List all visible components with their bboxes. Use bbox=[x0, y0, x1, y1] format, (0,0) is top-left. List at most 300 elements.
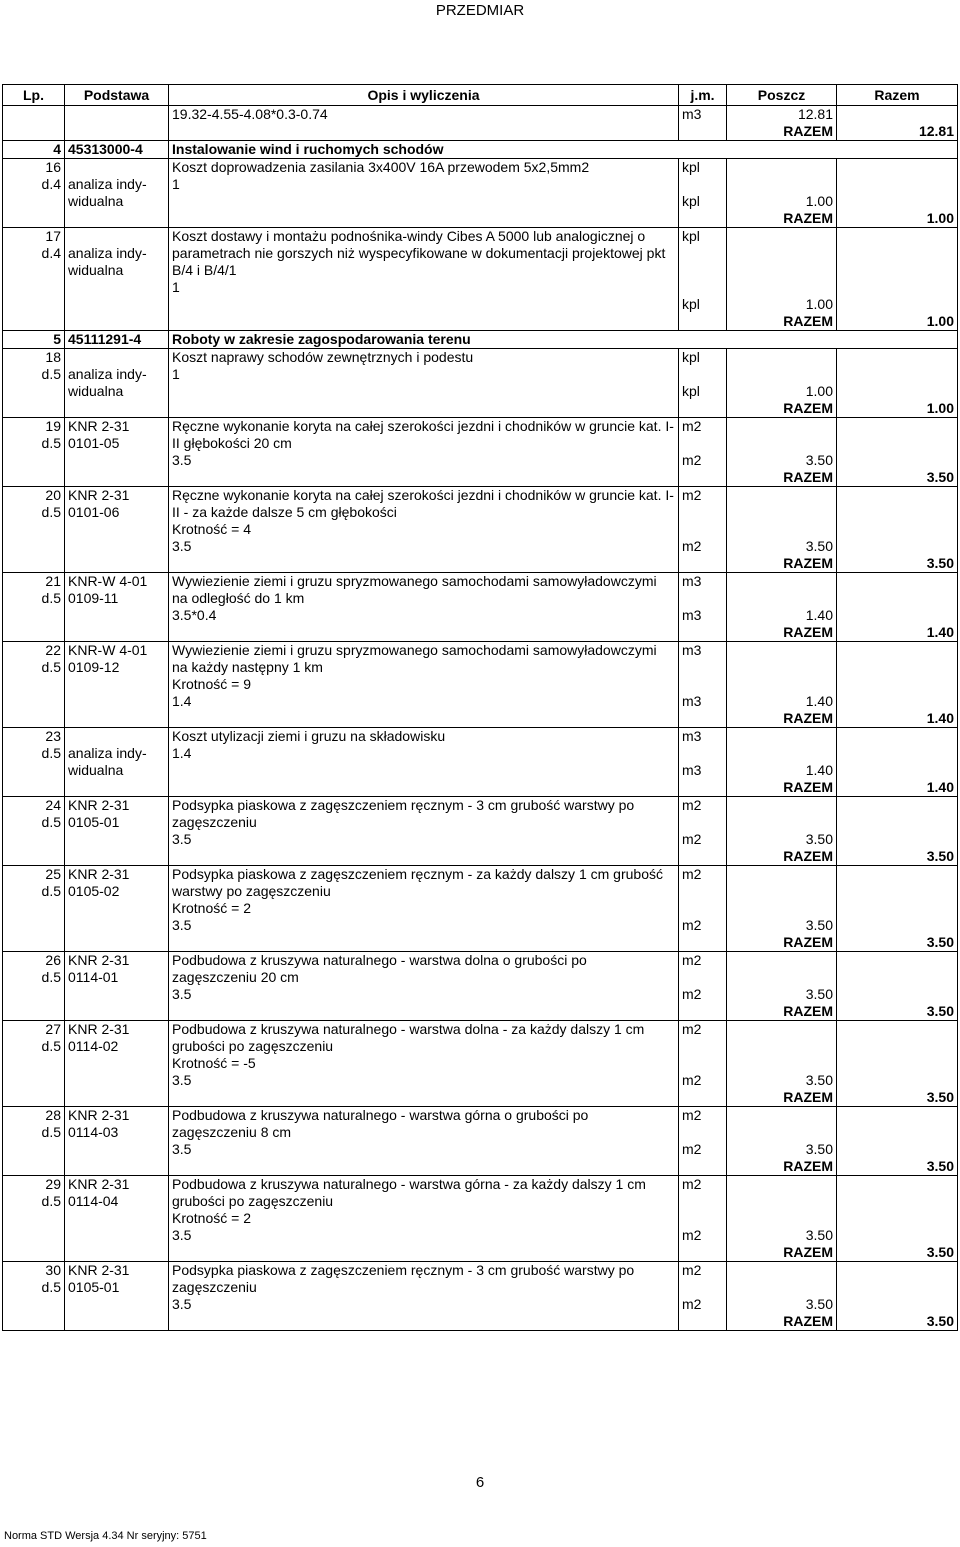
calc-unit: kpl bbox=[682, 193, 700, 209]
basis-line: KNR 2-31 bbox=[68, 1021, 130, 1037]
item-basis bbox=[65, 1021, 169, 1107]
calc-expression: 1 bbox=[172, 279, 180, 295]
spacer bbox=[169, 1313, 679, 1331]
basis-line: 0105-01 bbox=[68, 814, 120, 830]
item-row bbox=[3, 573, 958, 625]
col-lp: Lp. bbox=[3, 85, 65, 106]
calc-unit: m2 bbox=[682, 986, 702, 1002]
item-row bbox=[3, 487, 958, 556]
spacer bbox=[679, 1313, 727, 1331]
calc-unit: m2 bbox=[682, 1296, 702, 1312]
calc-unit: m3 bbox=[682, 693, 702, 709]
spacer bbox=[169, 779, 679, 797]
section-row bbox=[3, 141, 958, 159]
item-description bbox=[169, 418, 679, 470]
col-opis: Opis i wyliczenia bbox=[169, 85, 679, 106]
item-number: 16 bbox=[45, 159, 61, 175]
spacer bbox=[169, 555, 679, 573]
item-basis bbox=[65, 349, 169, 418]
item-poszcz bbox=[727, 866, 837, 935]
unit-text: m3 bbox=[682, 728, 702, 744]
unit-text: m2 bbox=[682, 1021, 702, 1037]
basis-line: KNR 2-31 bbox=[68, 487, 130, 503]
item-basis bbox=[65, 1262, 169, 1331]
calc-expression: 3.5 bbox=[172, 1296, 192, 1312]
item-number: 26 bbox=[45, 952, 61, 968]
section-code: 45111291-4 bbox=[65, 331, 169, 349]
spacer bbox=[679, 1244, 727, 1262]
calc-unit: m3 bbox=[682, 607, 702, 623]
spacer bbox=[679, 779, 727, 797]
item-poszcz bbox=[727, 349, 837, 401]
item-sheet-ref: d.5 bbox=[41, 366, 61, 382]
item-poszcz bbox=[727, 159, 837, 211]
calc-unit: m2 bbox=[682, 1072, 702, 1088]
spacer bbox=[169, 934, 679, 952]
description-text: Podbudowa z kruszywa naturalnego - warstwa dolna o grubości po zagęszczeniu 20 cm bbox=[172, 952, 587, 985]
basis-line: analiza indy- bbox=[68, 366, 147, 382]
item-description bbox=[169, 642, 679, 711]
item-poszcz bbox=[727, 642, 837, 711]
calc-unit: m2 bbox=[682, 1141, 702, 1157]
description-text: Wywiezienie ziemi i gruzu spryzmowanego samochodami samowyładowczymi na odległość do 1 km bbox=[172, 573, 657, 606]
item-description bbox=[169, 349, 679, 401]
item-sheet-ref: d.5 bbox=[41, 504, 61, 520]
item-lp bbox=[3, 573, 65, 642]
calc-expression: 3.5 bbox=[172, 831, 192, 847]
page-title: PRZEDMIAR bbox=[435, 2, 525, 19]
unit-text: m2 bbox=[682, 952, 702, 968]
basis-line: KNR-W 4-01 bbox=[68, 642, 148, 658]
razem-value: 3.50 bbox=[926, 1158, 954, 1174]
description-text: Ręczne wykonanie koryta na całej szerokości jezdni i chodników w gruncie kat. I-II głębokości 20 cm bbox=[172, 418, 674, 451]
calc-value: 1.40 bbox=[805, 693, 833, 709]
item-basis bbox=[65, 487, 169, 573]
item-unit bbox=[679, 349, 727, 401]
lead-calc: 19.32-4.55-4.08*0.3-0.74 bbox=[169, 106, 679, 124]
item-razem-empty bbox=[837, 866, 958, 935]
razem-label: RAZEM bbox=[727, 1244, 837, 1262]
spacer bbox=[169, 624, 679, 642]
calc-value: 1.40 bbox=[805, 762, 833, 778]
item-sheet-ref: d.5 bbox=[41, 1038, 61, 1054]
item-basis bbox=[65, 228, 169, 331]
item-description bbox=[169, 228, 679, 314]
item-lp bbox=[3, 418, 65, 487]
razem-label: RAZEM bbox=[727, 934, 837, 952]
item-sheet-ref: d.5 bbox=[41, 745, 61, 761]
item-unit bbox=[679, 642, 727, 711]
item-razem-empty bbox=[837, 418, 958, 470]
item-basis bbox=[65, 642, 169, 728]
unit-text: m2 bbox=[682, 1262, 702, 1278]
item-row bbox=[3, 797, 958, 849]
spacer bbox=[679, 313, 727, 331]
item-basis bbox=[65, 159, 169, 228]
item-razem-empty bbox=[837, 642, 958, 711]
item-description bbox=[169, 1176, 679, 1245]
razem-value: 3.50 bbox=[926, 1003, 954, 1019]
item-description bbox=[169, 487, 679, 556]
item-unit bbox=[679, 1262, 727, 1314]
item-poszcz bbox=[727, 573, 837, 625]
calc-unit: kpl bbox=[682, 296, 700, 312]
item-description bbox=[169, 1107, 679, 1159]
spacer bbox=[679, 469, 727, 487]
calc-expression: 1.4 bbox=[172, 693, 192, 709]
basis-line: 0114-03 bbox=[68, 1124, 119, 1140]
razem-label: RAZEM bbox=[727, 624, 837, 642]
razem-value: 3.50 bbox=[926, 469, 954, 485]
item-row bbox=[3, 1176, 958, 1245]
razem-value: 1.40 bbox=[926, 779, 954, 795]
razem-label: RAZEM bbox=[727, 400, 837, 418]
basis-line: 0101-05 bbox=[68, 435, 120, 451]
calc-value: 3.50 bbox=[805, 1072, 833, 1088]
item-lp bbox=[3, 487, 65, 573]
item-razem-empty bbox=[837, 487, 958, 556]
item-sheet-ref: d.5 bbox=[41, 659, 61, 675]
item-row bbox=[3, 1262, 958, 1314]
item-unit bbox=[679, 228, 727, 314]
item-lp bbox=[3, 1176, 65, 1262]
section-code: 45313000-4 bbox=[65, 141, 169, 159]
item-number: 20 bbox=[45, 487, 61, 503]
item-basis bbox=[65, 797, 169, 866]
item-sheet-ref: d.4 bbox=[41, 176, 61, 192]
item-lp bbox=[3, 228, 65, 331]
razem-value: 1.00 bbox=[926, 313, 954, 329]
item-basis bbox=[65, 573, 169, 642]
spacer bbox=[169, 400, 679, 418]
item-lp bbox=[3, 797, 65, 866]
item-number: 24 bbox=[45, 797, 61, 813]
lead-calc-row bbox=[3, 106, 958, 124]
spacer bbox=[169, 848, 679, 866]
razem-value: 3.50 bbox=[926, 1244, 954, 1260]
item-poszcz bbox=[727, 952, 837, 1004]
razem-label: RAZEM bbox=[727, 469, 837, 487]
calc-unit: m3 bbox=[682, 762, 702, 778]
unit-text: m2 bbox=[682, 797, 702, 813]
calc-unit: m2 bbox=[682, 1227, 702, 1243]
calc-expression: 3.5 bbox=[172, 538, 192, 554]
section-title: Roboty w zakresie zagospodarowania terenu bbox=[169, 331, 958, 349]
item-razem-empty bbox=[837, 228, 958, 314]
section-row bbox=[3, 331, 958, 349]
spacer bbox=[679, 934, 727, 952]
calc-value: 3.50 bbox=[805, 1227, 833, 1243]
multiplier-text: Krotność = -5 bbox=[172, 1055, 256, 1071]
basis-line: widualna bbox=[68, 762, 124, 778]
calc-unit: m2 bbox=[682, 538, 702, 554]
multiplier-text: Krotność = 2 bbox=[172, 900, 251, 916]
item-poszcz bbox=[727, 228, 837, 314]
item-description bbox=[169, 728, 679, 780]
description-text: Koszt dostawy i montażu podnośnika-windy Cibes A 5000 lub analogicznej o parametrach nie gorszych niż wyspecyfikowane w dokumentacji projektowej pkt B/4 i B/4/1 bbox=[172, 228, 666, 278]
col-razem: Razem bbox=[837, 85, 958, 106]
item-unit bbox=[679, 866, 727, 935]
item-unit bbox=[679, 1176, 727, 1245]
item-description bbox=[169, 1021, 679, 1090]
spacer bbox=[169, 1089, 679, 1107]
item-basis bbox=[65, 418, 169, 487]
spacer bbox=[169, 710, 679, 728]
basis-line: 0114-01 bbox=[68, 969, 119, 985]
razem-value: 12.81 bbox=[918, 123, 954, 139]
item-unit bbox=[679, 952, 727, 1004]
unit-text: m2 bbox=[682, 1107, 702, 1123]
basis-line: analiza indy- bbox=[68, 745, 147, 761]
basis-line: widualna bbox=[68, 383, 124, 399]
item-description bbox=[169, 1262, 679, 1314]
razem-value: 1.40 bbox=[926, 624, 954, 640]
description-text: Podbudowa z kruszywa naturalnego - warstwa dolna - za każdy dalszy 1 cm grubości po zagęszczeniu bbox=[172, 1021, 645, 1054]
item-basis bbox=[65, 1107, 169, 1176]
description-text: Koszt naprawy schodów zewnętrznych i podestu bbox=[172, 349, 474, 365]
item-unit bbox=[679, 728, 727, 780]
description-text: Podsypka piaskowa z zagęszczeniem ręcznym - 3 cm grubość warstwy po zagęszczeniu bbox=[172, 797, 635, 830]
lead-razem-row bbox=[3, 123, 958, 141]
razem-value: 3.50 bbox=[926, 1313, 954, 1329]
item-row bbox=[3, 228, 958, 314]
item-lp bbox=[3, 1262, 65, 1331]
spacer bbox=[679, 210, 727, 228]
item-poszcz bbox=[727, 797, 837, 849]
item-row bbox=[3, 866, 958, 935]
razem-value: 1.00 bbox=[926, 210, 954, 226]
item-row bbox=[3, 349, 958, 401]
item-basis bbox=[65, 1176, 169, 1262]
basis-line: widualna bbox=[68, 193, 124, 209]
item-lp bbox=[3, 866, 65, 952]
description-text: Ręczne wykonanie koryta na całej szerokości jezdni i chodników w gruncie kat. I-II - za każde dalsze 5 cm głębokości bbox=[172, 487, 674, 520]
spacer bbox=[169, 210, 679, 228]
spacer bbox=[169, 1244, 679, 1262]
basis-line: widualna bbox=[68, 262, 124, 278]
item-number: 17 bbox=[45, 228, 61, 244]
item-number: 22 bbox=[45, 642, 61, 658]
item-sheet-ref: d.5 bbox=[41, 1193, 61, 1209]
unit-text: kpl bbox=[682, 228, 700, 244]
item-row bbox=[3, 642, 958, 711]
calc-expression: 3.5 bbox=[172, 1227, 192, 1243]
unit-text: kpl bbox=[682, 159, 700, 175]
section-title: Instalowanie wind i ruchomych schodów bbox=[169, 141, 958, 159]
basis-line: KNR 2-31 bbox=[68, 1176, 130, 1192]
calc-expression: 3.5 bbox=[172, 1072, 192, 1088]
spacer bbox=[679, 400, 727, 418]
basis-line: KNR-W 4-01 bbox=[68, 573, 148, 589]
basis-line: 0105-01 bbox=[68, 1279, 120, 1295]
description-text: Podsypka piaskowa z zagęszczeniem ręcznym - za każdy dalszy 1 cm grubość warstwy po zagęszczeniu bbox=[172, 866, 663, 899]
basis-line: analiza indy- bbox=[68, 176, 147, 192]
item-description bbox=[169, 866, 679, 935]
table-body bbox=[3, 106, 958, 1331]
description-text: Wywiezienie ziemi i gruzu spryzmowanego samochodami samowyładowczymi na każdy następny 1 km bbox=[172, 642, 657, 675]
calc-expression: 1.4 bbox=[172, 745, 192, 761]
spacer bbox=[679, 1089, 727, 1107]
item-poszcz bbox=[727, 487, 837, 556]
calc-expression: 1 bbox=[172, 366, 180, 382]
lead-unit: m3 bbox=[679, 106, 727, 124]
basis-line: 0101-06 bbox=[68, 504, 120, 520]
lead-value: 12.81 bbox=[727, 106, 837, 124]
item-number: 23 bbox=[45, 728, 61, 744]
item-poszcz bbox=[727, 1262, 837, 1314]
razem-label: RAZEM bbox=[727, 123, 837, 141]
item-unit bbox=[679, 573, 727, 625]
item-poszcz bbox=[727, 1176, 837, 1245]
item-lp bbox=[3, 728, 65, 797]
multiplier-text: Krotność = 9 bbox=[172, 676, 251, 692]
item-lp bbox=[3, 642, 65, 728]
calc-unit: kpl bbox=[682, 383, 700, 399]
unit-text: m2 bbox=[682, 1176, 702, 1192]
spacer bbox=[169, 313, 679, 331]
basis-line: KNR 2-31 bbox=[68, 952, 130, 968]
razem-label: RAZEM bbox=[727, 848, 837, 866]
razem-label: RAZEM bbox=[727, 210, 837, 228]
unit-text: m3 bbox=[682, 642, 702, 658]
calc-unit: m2 bbox=[682, 917, 702, 933]
calc-expression: 3.5 bbox=[172, 917, 192, 933]
item-number: 21 bbox=[45, 573, 61, 589]
section-number: 5 bbox=[3, 331, 65, 349]
item-sheet-ref: d.5 bbox=[41, 435, 61, 451]
calc-expression: 3.5*0.4 bbox=[172, 607, 217, 623]
calc-value: 1.00 bbox=[805, 383, 833, 399]
basis-line: analiza indy- bbox=[68, 245, 147, 261]
description-text: Koszt doprowadzenia zasilania 3x400V 16A przewodem 5x2,5mm2 bbox=[172, 159, 590, 175]
item-lp bbox=[3, 1107, 65, 1176]
section-number: 4 bbox=[3, 141, 65, 159]
item-row bbox=[3, 1107, 958, 1159]
razem-value: 3.50 bbox=[926, 555, 954, 571]
item-unit bbox=[679, 487, 727, 556]
unit-text: kpl bbox=[682, 349, 700, 365]
item-row bbox=[3, 418, 958, 470]
item-sheet-ref: d.5 bbox=[41, 590, 61, 606]
item-description bbox=[169, 159, 679, 211]
razem-label: RAZEM bbox=[727, 313, 837, 331]
basis-line: 0114-04 bbox=[68, 1193, 119, 1209]
spacer bbox=[169, 469, 679, 487]
unit-text: m3 bbox=[682, 573, 702, 589]
item-number: 28 bbox=[45, 1107, 61, 1123]
item-number: 19 bbox=[45, 418, 61, 434]
item-lp bbox=[3, 159, 65, 228]
item-row bbox=[3, 1021, 958, 1090]
calc-value: 1.00 bbox=[805, 296, 833, 312]
basis-line: KNR 2-31 bbox=[68, 797, 130, 813]
item-sheet-ref: d.5 bbox=[41, 1124, 61, 1140]
item-lp bbox=[3, 1021, 65, 1107]
razem-label: RAZEM bbox=[727, 710, 837, 728]
item-unit bbox=[679, 797, 727, 849]
basis-line: KNR 2-31 bbox=[68, 866, 130, 882]
item-basis bbox=[65, 866, 169, 952]
razem-label: RAZEM bbox=[727, 1089, 837, 1107]
spacer bbox=[169, 1003, 679, 1021]
item-sheet-ref: d.4 bbox=[41, 245, 61, 261]
razem-value: 1.00 bbox=[926, 400, 954, 416]
item-lp bbox=[3, 349, 65, 418]
item-poszcz bbox=[727, 418, 837, 470]
calc-expression: 1 bbox=[172, 176, 180, 192]
razem-label: RAZEM bbox=[727, 1313, 837, 1331]
description-text: Podbudowa z kruszywa naturalnego - warstwa górna o grubości po zagęszczeniu 8 cm bbox=[172, 1107, 589, 1140]
multiplier-text: Krotność = 4 bbox=[172, 521, 251, 537]
item-unit bbox=[679, 159, 727, 211]
item-razem-empty bbox=[837, 728, 958, 780]
calc-value: 3.50 bbox=[805, 1296, 833, 1312]
item-unit bbox=[679, 1107, 727, 1159]
calc-expression: 3.5 bbox=[172, 1141, 192, 1157]
razem-value: 3.50 bbox=[926, 1089, 954, 1105]
item-row bbox=[3, 728, 958, 780]
spacer bbox=[679, 555, 727, 573]
item-number: 30 bbox=[45, 1262, 61, 1278]
item-sheet-ref: d.5 bbox=[41, 969, 61, 985]
item-razem-empty bbox=[837, 1176, 958, 1245]
item-sheet-ref: d.5 bbox=[41, 883, 61, 899]
item-number: 27 bbox=[45, 1021, 61, 1037]
page-number: 6 bbox=[475, 1474, 485, 1491]
item-row bbox=[3, 952, 958, 1004]
col-podstawa: Podstawa bbox=[65, 85, 169, 106]
item-number: 29 bbox=[45, 1176, 61, 1192]
item-description bbox=[169, 952, 679, 1004]
calc-value: 3.50 bbox=[805, 1141, 833, 1157]
calc-value: 3.50 bbox=[805, 831, 833, 847]
spacer bbox=[679, 848, 727, 866]
item-basis bbox=[65, 728, 169, 797]
item-poszcz bbox=[727, 728, 837, 780]
basis-line: KNR 2-31 bbox=[68, 418, 130, 434]
description-text: Podsypka piaskowa z zagęszczeniem ręcznym - 3 cm grubość warstwy po zagęszczeniu bbox=[172, 1262, 635, 1295]
calc-unit: m2 bbox=[682, 452, 702, 468]
calc-value: 3.50 bbox=[805, 917, 833, 933]
calc-expression: 3.5 bbox=[172, 986, 192, 1002]
item-number: 18 bbox=[45, 349, 61, 365]
item-basis bbox=[65, 952, 169, 1021]
calc-value: 1.40 bbox=[805, 607, 833, 623]
basis-line: 0109-12 bbox=[68, 659, 120, 675]
spacer bbox=[679, 710, 727, 728]
item-razem-empty bbox=[837, 1021, 958, 1090]
razem-value: 3.50 bbox=[926, 848, 954, 864]
col-poszcz: Poszcz bbox=[727, 85, 837, 106]
item-description bbox=[169, 797, 679, 849]
calc-value: 3.50 bbox=[805, 452, 833, 468]
item-unit bbox=[679, 418, 727, 470]
spacer bbox=[169, 1158, 679, 1176]
spacer bbox=[679, 1003, 727, 1021]
spacer bbox=[679, 1158, 727, 1176]
spacer bbox=[679, 624, 727, 642]
item-razem-empty bbox=[837, 573, 958, 625]
basis-line: KNR 2-31 bbox=[68, 1262, 130, 1278]
item-sheet-ref: d.5 bbox=[41, 1279, 61, 1295]
multiplier-text: Krotność = 2 bbox=[172, 1210, 251, 1226]
item-lp bbox=[3, 952, 65, 1021]
item-razem-empty bbox=[837, 952, 958, 1004]
footer-text: Norma STD Wersja 4.34 Nr seryjny: 5751 bbox=[4, 1530, 207, 1542]
razem-value: 1.40 bbox=[926, 710, 954, 726]
basis-line: 0109-11 bbox=[68, 590, 119, 606]
item-razem-empty bbox=[837, 797, 958, 849]
